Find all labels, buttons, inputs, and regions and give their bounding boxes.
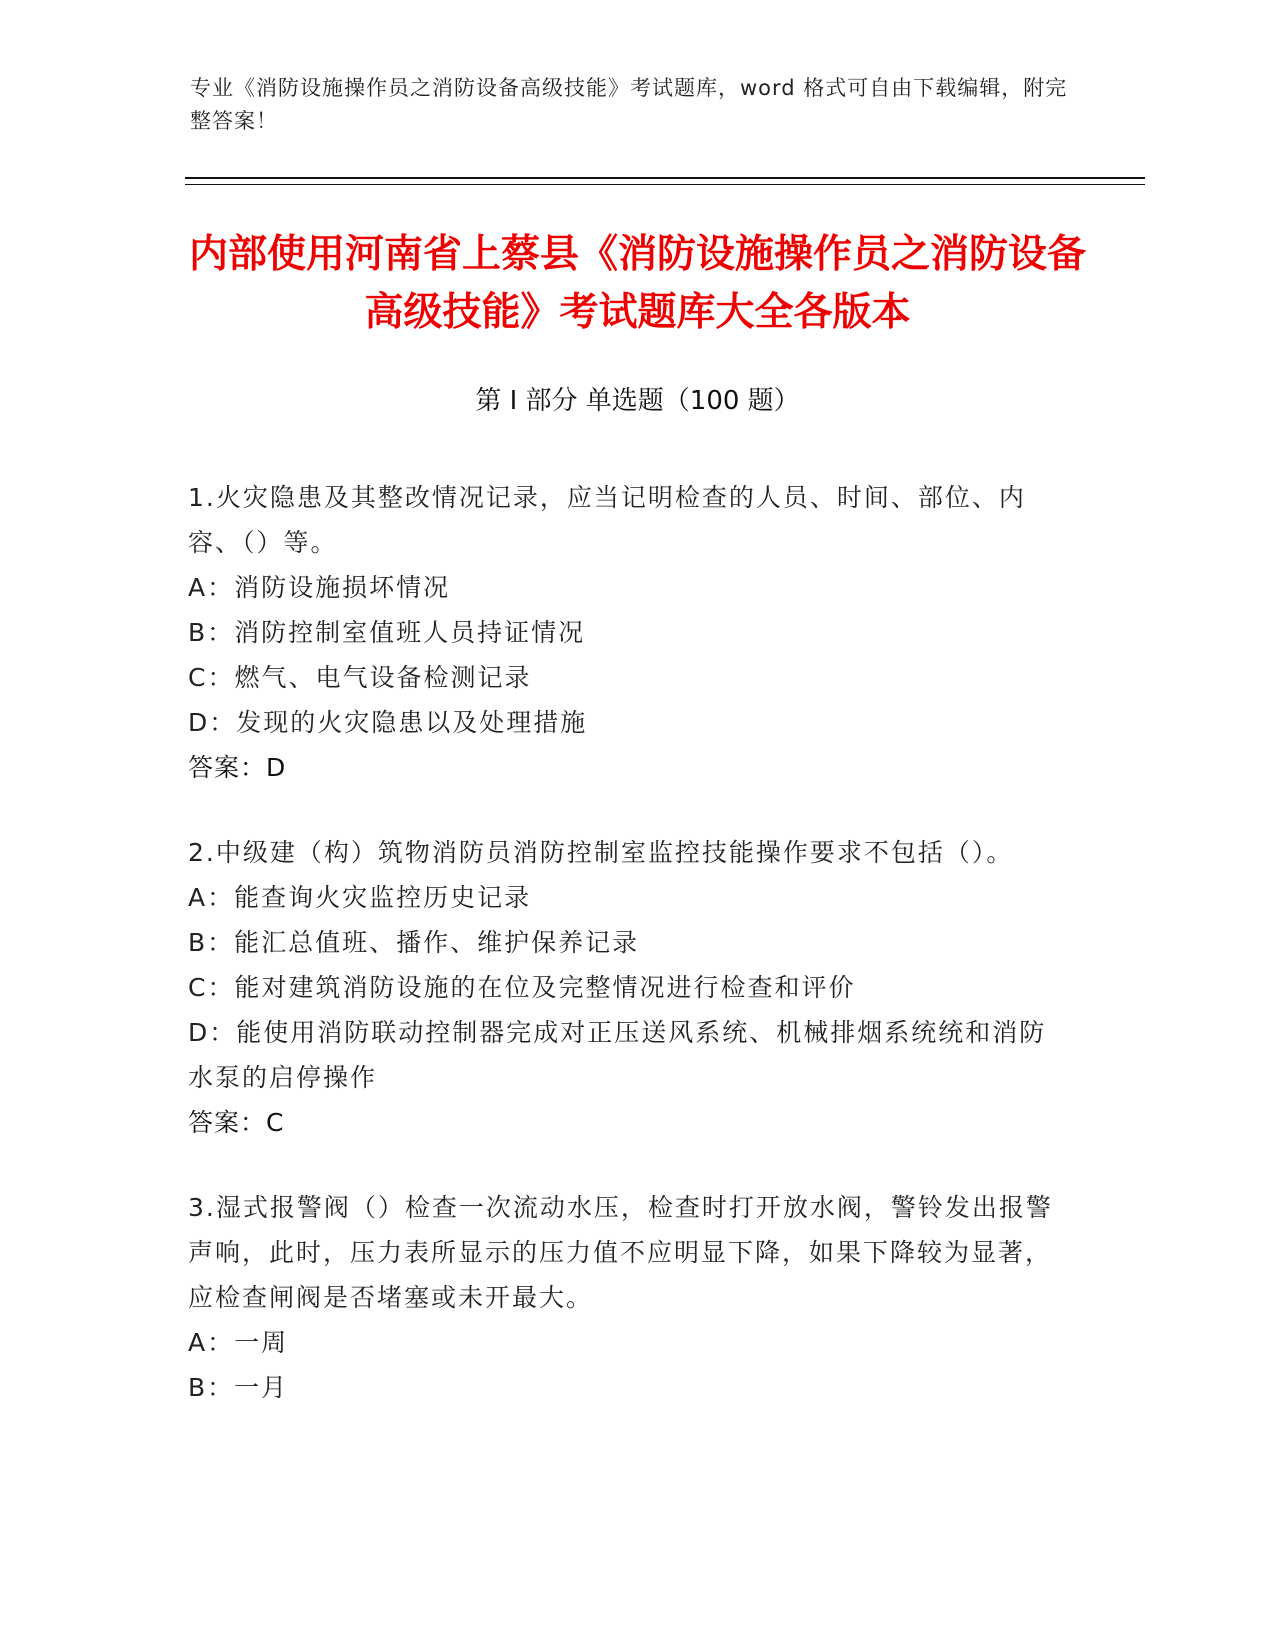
question-2	[188, 830, 1068, 1145]
question-3	[188, 1185, 1068, 1410]
option-b: B：一月	[188, 1373, 289, 1402]
question-stem: 2.中级建（构）筑物消防员消防控制室监控技能操作要求不包括（）。	[188, 838, 1014, 867]
document-title: 内部使用河南省上蔡县《消防设施操作员之消防设备高级技能》考试题库大全各版本	[188, 232, 1086, 335]
option-c: C：能对建筑消防设施的在位及完整情况进行检查和评价	[188, 973, 856, 1002]
question-stem: 1.火灾隐患及其整改情况记录，应当记明检查的人员、时间、部位、内容、（）等。	[188, 483, 1026, 557]
header-rule-thick	[185, 177, 1145, 179]
option-c: C：燃气、电气设备检测记录	[188, 663, 532, 692]
answer-text: 答案：D	[188, 753, 287, 782]
question-list	[188, 475, 1068, 1410]
option-a: A：能查询火灾监控历史记录	[188, 883, 532, 912]
option-a: A：消防设施损坏情况	[188, 573, 451, 602]
option-a: A：一周	[188, 1328, 289, 1357]
section-heading: 第 I 部分 单选题（100 题）	[475, 386, 800, 416]
answer-text: 答案：C	[188, 1108, 285, 1137]
option-b: B：消防控制室值班人员持证情况	[188, 618, 586, 647]
header-note: 专业《消防设施操作员之消防设备高级技能》考试题库，word 格式可自由下载编辑，附完整答案！	[190, 76, 1068, 133]
question-1	[188, 475, 1068, 790]
question-stem: 3.湿式报警阀（）检查一次流动水压，检查时打开放水阀，警铃发出报警声响，此时，压力表所显示的压力值不应明显下降，如果下降较为显著，应检查闸阀是否堵塞或未开最大。	[188, 1193, 1053, 1312]
option-b: B：能汇总值班、播作、维护保养记录	[188, 928, 640, 957]
option-d: D：能使用消防联动控制器完成对正压送风系统、机械排烟系统统和消防水泵的启停操作	[188, 1018, 1047, 1092]
header-rule-thin	[185, 184, 1145, 185]
option-d: D：发现的火灾隐患以及处理措施	[188, 708, 588, 737]
